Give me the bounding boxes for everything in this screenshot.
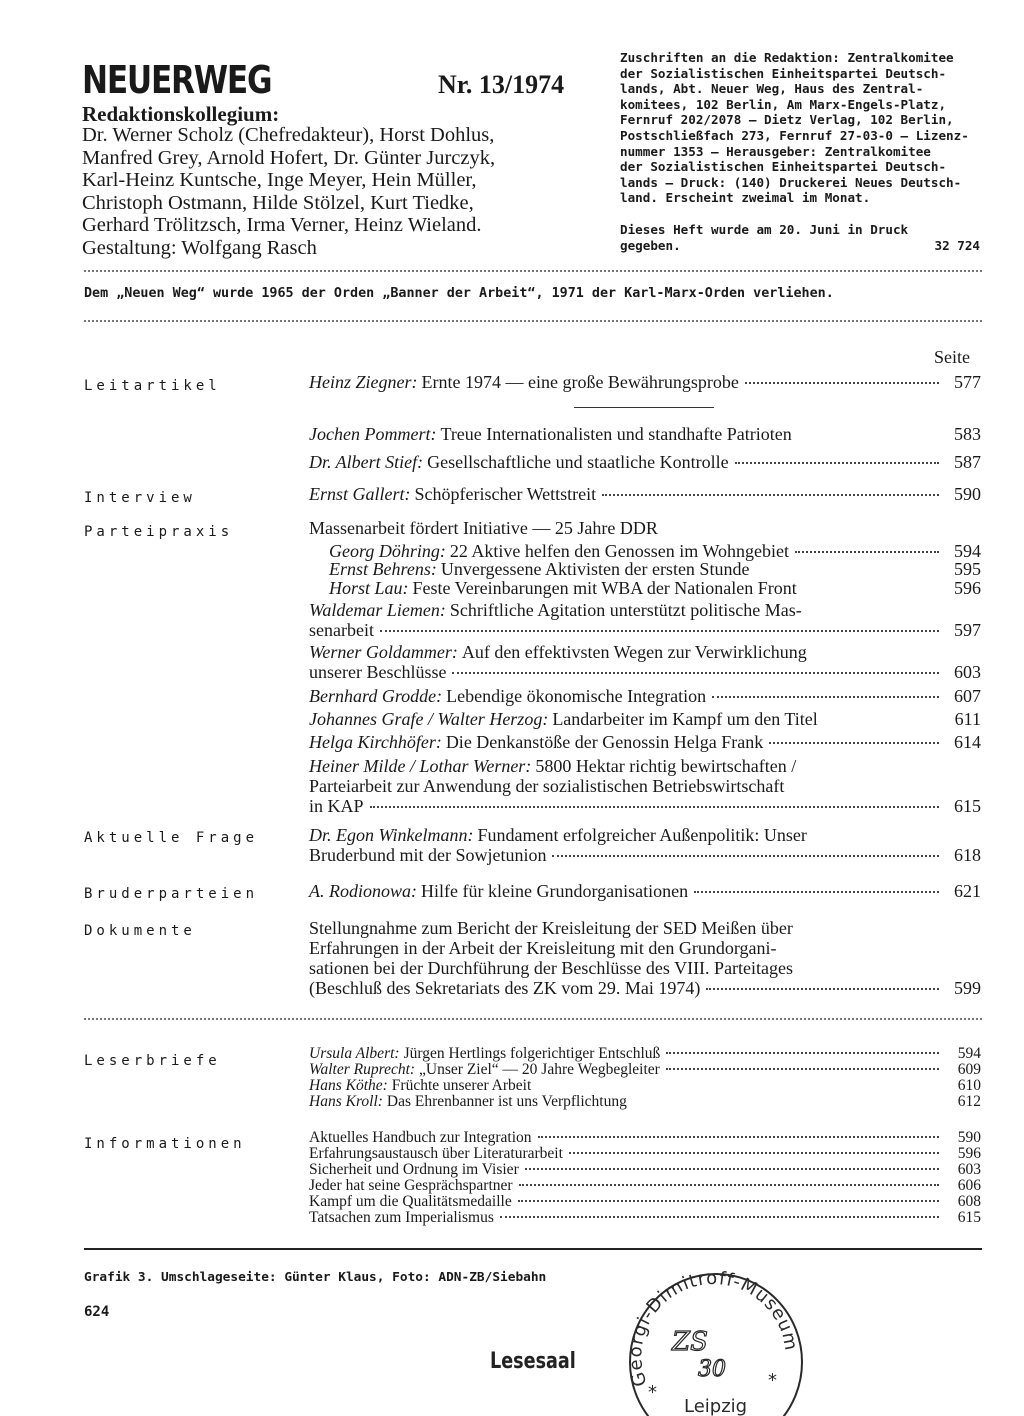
toc-entry[interactable] [309,1130,981,1146]
leader-dots [519,1184,939,1186]
toc-page: 583 [954,424,981,444]
toc-title-cont: senarbeit [309,620,374,640]
toc-entry[interactable] [309,1046,981,1062]
toc-title: 5800 Hektar richtig bewirtschaften / [535,756,797,776]
toc-author: A. Rodionowa: [309,881,417,901]
toc-author: Heiner Milde / Lothar Werner: [309,756,532,776]
toc-title: Die Denkanstöße der Genossin Helga Frank [445,732,764,752]
footer-rule [84,1248,982,1250]
leader-dots [500,1216,939,1218]
toc-page: 596 [957,1145,981,1162]
toc-page: 609 [957,1061,981,1078]
toc-title-cont: (Beschluß des Sekretariats des ZK vom 29. Mai 1974) [309,978,701,998]
stamp-handwritten: ZS [672,1327,708,1357]
toc-entry[interactable] [309,642,981,682]
toc-author: Dr. Albert Stief: [309,452,424,472]
editorial-board [82,124,590,259]
leader-dots [706,988,939,990]
toc-title: Landarbeiter im Kampf um den Titel [552,709,818,729]
toc-title: Gesellschaftliche und staatliche Kontrolle [427,452,729,472]
leader-dots [795,551,939,553]
toc-title: sationen bei der Durchführung der Beschlüsse des VIII. Parteitages [309,958,794,978]
leader-dots [694,891,939,893]
leader-dots [602,494,939,496]
section-leitartikel: Leitartikel [84,378,221,394]
print-note-line [620,238,980,254]
toc-entry[interactable] [309,918,981,998]
toc-page: 621 [954,881,981,901]
toc-author: Waldemar Liemen: [309,600,446,620]
toc-title-cont: unserer Beschlüsse [309,662,447,682]
toc-title: Früchte unserer Arbeit [391,1077,532,1094]
toc-title: Unvergessene Aktivisten der ersten Stunde [440,559,750,579]
toc-page: 607 [954,686,981,706]
toc-title: Hilfe für kleine Grundorganisationen [421,881,689,901]
toc-entry[interactable] [309,1194,981,1210]
contact-line: Postschließfach 273, Fernruf 27-03-0 — Lizenz- [620,127,969,143]
toc-entry[interactable] [309,518,981,538]
toc-entry[interactable] [309,756,981,816]
design-credit: Gestaltung: Wolfgang Rasch [82,236,317,259]
toc-title: Jürgen Hertlings folgerichtiger Entschluß [403,1045,661,1062]
toc-page: 577 [954,372,981,392]
contact-line: lands, Abt. Neuer Weg, Haus des Zentral- [620,81,924,97]
image-credits: Grafik 3. Umschlageseite: Günter Klaus, Foto: ADN-ZB/Siebahn [84,1270,547,1285]
toc-author: Walter Ruprecht: [309,1061,416,1078]
toc-page: 599 [954,978,981,998]
toc-author: Werner Goldammer: [309,642,458,662]
toc-page: 608 [957,1193,981,1210]
toc-title: Das Ehrenbanner ist uns Verpflichtung [386,1093,627,1110]
editorial-board-label: Redaktionskollegium: [82,102,280,126]
toc-author: Horst Lau: [329,578,409,598]
stamp-city: Leipzig [684,1396,748,1416]
toc-page: 594 [954,541,981,561]
toc-entry[interactable] [309,1062,981,1078]
toc-page: 603 [957,1161,981,1178]
toc-title-cont: Parteiarbeit zur Anwendung der sozialistischen Betriebswirtschaft [309,776,785,796]
toc-page: 610 [957,1077,981,1094]
toc-title: Aktuelles Handbuch zur Integration [309,1129,532,1146]
contact-line: nummer 1353 — Herausgeber: Zentralkomitee [620,143,931,159]
section-bruderparteien: Bruderparteien [84,886,259,902]
toc-title: Schöpferischer Wettstreit [414,484,597,504]
toc-author: Ernst Gallert: [309,484,411,504]
toc-author: Hans Köthe: [309,1077,388,1094]
toc-title: Massenarbeit fördert Initiative — 25 Jahre DDR [309,518,658,538]
toc-title: Auf den effektivsten Wegen zur Verwirklichung [461,642,807,662]
stamp-star: * [768,1370,777,1391]
contact-line: Fernruf 202/2078 — Dietz Verlag, 102 Berlin, [620,112,954,128]
toc-title-cont: Bruderbund mit der Sowjetunion [309,845,547,865]
leader-dots [712,696,939,698]
leader-dots [525,1168,939,1170]
page-number: 624 [84,1304,110,1320]
toc-entry[interactable] [309,559,981,579]
toc-title: Erfahrungsaustausch über Literaturarbeit [309,1145,563,1162]
leader-dots [552,855,939,857]
toc-author: Bernhard Grodde: [309,686,443,706]
toc-author: Heinz Ziegner: [309,372,418,392]
leader-dots [769,742,939,744]
toc-title: Kampf um die Qualitätsmedaille [309,1193,512,1210]
leader-dots [452,672,939,674]
print-note [620,222,980,253]
section-parteipraxis: Parteipraxis [84,524,234,540]
toc-title: Schriftliche Agitation unterstützt politische Mas- [449,600,802,620]
issue-number: Nr. 13/1974 [438,70,565,99]
section-aktuelle-frage: Aktuelle Frage [84,830,259,846]
toc-entry[interactable] [309,709,981,729]
toc-entry[interactable] [309,1146,981,1162]
leader-dots [538,1136,939,1138]
toc-page: 614 [954,732,981,752]
section-interview: Interview [84,490,196,506]
masthead-logo: NEUERWEG [82,58,272,102]
page-column-header: Seite [934,347,970,367]
toc-page: 596 [954,578,981,598]
print-note-given: gegeben. [620,237,681,253]
toc-author: Helga Kirchhöfer: [309,732,442,752]
toc-page: 594 [957,1045,981,1062]
toc-author: Dr. Egon Winkelmann: [309,825,474,845]
toc-author: Hans Kroll: [309,1093,383,1110]
toc-entry[interactable] [309,541,981,561]
museum-stamp [612,1266,812,1416]
board-line: Manfred Grey, Arnold Hofert, Dr. Günter Jurczyk, [82,146,496,169]
toc-title: Fundament erfolgreicher Außenpolitik: Unser [477,825,807,845]
toc-entry[interactable] [309,1210,981,1226]
print-note-line: Dieses Heft wurde am 20. Juni in Druck [620,222,909,237]
toc-title: 22 Aktive helfen den Genossen im Wohngebiet [449,541,789,561]
print-code: 32 724 [934,237,980,253]
leader-dots [745,382,939,384]
toc-entry[interactable] [309,424,981,444]
toc-page: 590 [954,484,981,504]
toc-page: 603 [954,662,981,682]
toc-author: Ursula Albert: [309,1045,400,1062]
toc-title: Lebendige ökonomische Integration [446,686,707,706]
leader-dots [380,630,939,632]
letters-list [309,1046,981,1110]
toc-page: 590 [957,1129,981,1146]
toc-title-cont: in KAP [309,796,364,816]
toc-entry[interactable] [309,1094,981,1110]
toc-page: 587 [954,452,981,472]
toc-page: 595 [954,559,981,579]
toc-title: Erfahrungen in der Arbeit der Kreisleitung mit den Grundorgani- [309,938,777,958]
board-line: Christoph Ostmann, Hilde Stölzel, Kurt Tiedke, [82,191,474,214]
leader-dots [370,806,939,808]
toc-entry[interactable] [309,1162,981,1178]
contact-line: land. Erscheint zweimal im Monat. [620,190,871,206]
toc-page: 615 [957,1209,981,1226]
stamp-arc-text: Georgi-Dimitroff-Museum [625,1267,802,1389]
section-informationen: Informationen [84,1136,246,1152]
toc-entry[interactable] [309,881,981,901]
toc-title: Ernte 1974 — eine große Bewährungsprobe [421,372,739,392]
toc-entry[interactable] [309,452,981,472]
toc-entry[interactable] [309,600,981,640]
contact-line: komitees, 102 Berlin, Am Marx-Engels-Platz, [620,96,947,112]
toc-page: 597 [954,620,981,640]
center-rule [574,407,714,408]
toc-entry[interactable] [309,578,981,598]
leader-dots [666,1052,939,1054]
stamp-star: * [648,1382,657,1403]
toc-title: Sicherheit und Ordnung im Visier [309,1161,519,1178]
toc-title: Feste Vereinbarungen mit WBA der Nationalen Front [412,578,797,598]
toc-page: 618 [954,845,981,865]
divider [84,270,982,272]
leader-dots [569,1152,939,1154]
toc-title: Treue Internationalisten und standhafte Patrioten [440,424,792,444]
toc-author: Johannes Grafe / Walter Herzog: [309,709,549,729]
toc-title: Jeder hat seine Gesprächspartner [309,1177,513,1194]
board-line: Dr. Werner Scholz (Chefredakteur), Horst Dohlus, [82,124,495,146]
toc-entry[interactable] [309,732,981,752]
toc-page: 606 [957,1177,981,1194]
toc-author: Ernst Behrens: [329,559,437,579]
toc-title: „Unser Ziel“ — 20 Jahre Wegbegleiter [419,1061,660,1078]
section-dokumente: Dokumente [84,923,196,939]
toc-entry[interactable] [309,372,981,392]
divider [84,320,982,322]
board-line: Gerhard Trölitzsch, Irma Verner, Heinz Wieland. [82,214,482,236]
info-list [309,1130,981,1226]
leader-dots [518,1200,939,1202]
divider [84,1018,982,1020]
toc-entry[interactable] [309,686,981,706]
toc-entry[interactable] [309,825,981,865]
stamp-handwritten: 30 [698,1357,726,1382]
contact-line: der Sozialistischen Einheitspartei Deutsch- [620,159,947,175]
toc-author: Jochen Pommert: [309,424,437,444]
leader-dots [735,462,939,464]
award-note: Dem „Neuen Weg“ wurde 1965 der Orden „Banner der Arbeit“, 1971 der Karl-Marx-Orden verliehen. [84,286,834,301]
contact-line: Zuschriften an die Redaktion: Zentralkomitee [620,50,954,65]
toc-page: 611 [954,709,981,729]
board-line: Karl-Heinz Kuntsche, Inge Meyer, Hein Müller, [82,169,477,191]
toc-page: 612 [957,1093,981,1110]
contact-line: der Sozialistischen Einheitspartei Deutsch- [620,65,947,81]
leader-dots [666,1068,939,1070]
toc-entry[interactable] [309,1178,981,1194]
toc-title: Tatsachen zum Imperialismus [309,1209,494,1226]
editorial-contact [620,50,980,206]
lesesaal-stamp: Lesesaal [490,1349,576,1374]
toc-entry[interactable] [309,484,981,504]
toc-author: Georg Döhring: [329,541,446,561]
toc-title: Stellungnahme zum Bericht der Kreisleitung der SED Meißen über [309,918,793,938]
section-leserbriefe: Leserbriefe [84,1053,221,1069]
toc-entry[interactable] [309,1078,981,1094]
contact-line: lands — Druck: (140) Druckerei Neues Deutsch- [620,174,962,190]
toc-page: 615 [954,796,981,816]
